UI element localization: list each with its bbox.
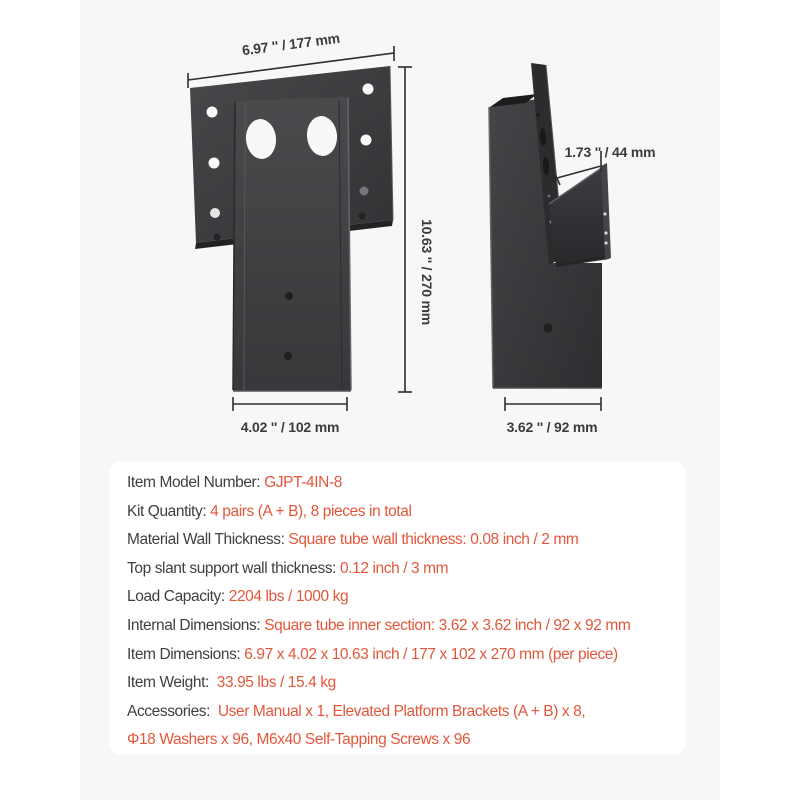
spec-label: Material Wall Thickness:: [127, 531, 289, 549]
side-view-bracket: [489, 63, 611, 388]
spec-value: 4 pairs (A + B), 8 pieces in total: [210, 502, 412, 520]
screw-hole: [210, 208, 220, 218]
screw-hole: [361, 135, 372, 146]
spec-value: 0.12 inch / 3 mm: [339, 559, 449, 577]
spec-label: Load Capacity:: [127, 588, 229, 606]
spec-value: Φ18 Washers x 96, M6x40 Self-Tapping Screws x 96: [127, 731, 471, 749]
column-hole: [285, 292, 293, 300]
spec-label: Item Dimensions:: [127, 645, 245, 663]
spec-label: Item Weight:: [127, 674, 213, 692]
column-hole: [284, 352, 292, 360]
spec-row: [127, 469, 680, 498]
spec-row: [127, 526, 680, 555]
spec-value: Square tube wall thickness: 0.08 inch / 2 mm: [288, 531, 579, 549]
spec-label: Item Model Number:: [127, 474, 265, 491]
spec-row: [127, 641, 680, 670]
screw-hole: [360, 187, 369, 196]
spec-value: 6.97 x 4.02 x 10.63 inch / 177 x 102 x 270 mm (per piece): [244, 645, 618, 663]
screw-hole: [363, 84, 374, 95]
spec-label: Internal Dimensions:: [127, 616, 265, 634]
spec-list: [109, 461, 686, 755]
spec-value: User Manual x 1, Elevated Platform Brackets (A + B) x 8,: [213, 702, 586, 720]
dim-inner-gap-label: 1.73 '' / 44 mm: [564, 144, 656, 160]
screw-hole: [359, 213, 366, 220]
spec-value: Square tube inner section: 3.62 x 3.62 inch / 92 x 92 mm: [264, 616, 631, 634]
spec-row: [127, 612, 680, 641]
dim-width-label: 6.97 '' / 177 mm: [241, 29, 341, 59]
spec-value: GJPT-4IN-8: [264, 474, 342, 491]
spec-row: [127, 726, 680, 755]
spec-label: Kit Quantity:: [127, 502, 211, 520]
spec-row: [127, 698, 680, 727]
spec-row: [127, 555, 680, 584]
tube-hole: [544, 324, 553, 333]
spec-label: Accessories:: [127, 702, 214, 720]
spec-card: [109, 461, 686, 755]
screw-hole: [207, 107, 218, 118]
dim-height-label: 10.63 '' / 270 mm: [419, 219, 435, 325]
spec-value: 33.95 lbs / 15.4 kg: [212, 674, 336, 692]
spec-label: Top slant support wall thickness:: [127, 559, 340, 577]
spec-row: [127, 669, 680, 698]
spec-row: [127, 498, 680, 527]
spec-value: 2204 lbs / 1000 kg: [228, 588, 349, 606]
dim-depth-label: 4.02 '' / 102 mm: [240, 419, 340, 435]
screw-hole: [214, 234, 221, 241]
dim-side-width-label: 3.62 '' / 92 mm: [506, 419, 598, 435]
spec-row: [127, 583, 680, 612]
front-view-bracket: [190, 66, 393, 391]
screw-hole: [209, 158, 220, 169]
